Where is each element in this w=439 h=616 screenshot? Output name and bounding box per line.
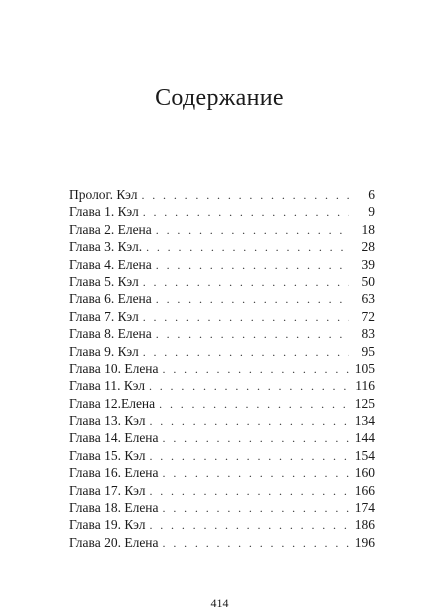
toc-entry-page: 28: [361, 239, 375, 255]
dot-leader: [163, 500, 349, 517]
dot-leader: [156, 257, 349, 274]
dot-leader: [141, 187, 349, 204]
toc-entry-page: 154: [354, 447, 375, 463]
dot-leader: [143, 344, 349, 361]
toc-entry-page: 186: [354, 517, 375, 533]
toc-entry-label: Глава 13. Кэл: [69, 413, 146, 429]
toc-entry-page: 125: [354, 395, 375, 411]
dot-leader: [163, 535, 349, 552]
toc-entry-label: Глава 14. Елена: [69, 430, 159, 446]
dot-leader: [143, 274, 349, 291]
toc-entry-page: 166: [354, 482, 375, 498]
dot-leader: [149, 517, 349, 534]
toc-entry-page: 105: [354, 360, 375, 376]
toc-entry-label: Пролог. Кэл: [69, 187, 138, 202]
table-of-contents: [69, 186, 375, 551]
toc-row[interactable]: [69, 273, 375, 290]
toc-row[interactable]: [69, 360, 375, 377]
dot-leader: [149, 413, 349, 430]
toc-entry-label: Глава 9. Кэл: [69, 343, 139, 359]
toc-entry-page: 83: [361, 326, 375, 342]
toc-entry-label: Глава 12.Елена: [69, 395, 156, 411]
toc-entry-page: 134: [354, 413, 375, 429]
page-number: 414: [210, 596, 229, 610]
toc-row[interactable]: [69, 377, 375, 394]
toc-entry-label: Глава 5. Кэл: [69, 273, 139, 289]
toc-row[interactable]: [69, 308, 375, 325]
toc-row[interactable]: [69, 429, 375, 446]
dot-leader: [156, 222, 349, 239]
toc-entry-label: Глава 4. Елена: [69, 256, 152, 272]
toc-row[interactable]: [69, 343, 375, 360]
dot-leader: [163, 430, 349, 447]
toc-row[interactable]: [69, 395, 375, 412]
toc-row[interactable]: [69, 412, 375, 429]
toc-entry-label: Глава 3. Кэл.: [69, 239, 143, 255]
toc-row[interactable]: [69, 186, 375, 203]
dot-leader: [143, 204, 349, 221]
toc-entry-page: 95: [361, 343, 375, 359]
toc-entry-page: 63: [361, 291, 375, 307]
toc-row[interactable]: [69, 482, 375, 499]
toc-entry-label: Глава 20. Елена: [69, 534, 159, 550]
toc-entry-label: Глава 7. Кэл: [69, 308, 139, 324]
toc-row[interactable]: [69, 290, 375, 307]
toc-entry-page: 39: [361, 256, 375, 272]
toc-entry-label: Глава 10. Елена: [69, 360, 159, 376]
toc-row[interactable]: [69, 221, 375, 238]
toc-entry-page: 6: [368, 187, 375, 202]
dot-leader: [149, 483, 349, 500]
toc-entry-label: Глава 18. Елена: [69, 500, 159, 516]
toc-entry-label: Глава 17. Кэл: [69, 482, 146, 498]
page-title: Содержание: [155, 85, 284, 111]
toc-entry-page: 196: [354, 534, 375, 550]
toc-row[interactable]: [69, 238, 375, 255]
toc-row[interactable]: [69, 499, 375, 516]
toc-row[interactable]: [69, 534, 375, 551]
toc-entry-label: Глава 16. Елена: [69, 465, 159, 481]
toc-entry-label: Глава 11. Кэл: [69, 378, 145, 394]
toc-entry-label: Глава 6. Елена: [69, 291, 152, 307]
toc-entry-page: 72: [361, 308, 375, 324]
toc-entry-label: Глава 2. Елена: [69, 221, 152, 237]
toc-entry-page: 50: [361, 273, 375, 289]
dot-leader: [149, 448, 349, 465]
toc-entry-label: Глава 19. Кэл: [69, 517, 146, 533]
toc-row[interactable]: [69, 203, 375, 220]
dot-leader: [146, 239, 349, 256]
toc-entry-label: Глава 8. Елена: [69, 326, 152, 342]
dot-leader: [163, 361, 349, 378]
toc-row[interactable]: [69, 516, 375, 533]
toc-entry-page: 18: [361, 221, 375, 237]
dot-leader: [163, 465, 349, 482]
toc-row[interactable]: [69, 325, 375, 342]
dot-leader: [149, 378, 349, 395]
toc-entry-label: Глава 15. Кэл: [69, 447, 146, 463]
toc-entry-page: 116: [355, 378, 375, 394]
dot-leader: [159, 396, 349, 413]
toc-entry-page: 160: [354, 465, 375, 481]
toc-entry-page: 174: [354, 500, 375, 516]
toc-entry-page: 9: [368, 204, 375, 220]
toc-entry-label: Глава 1. Кэл: [69, 204, 139, 220]
toc-row[interactable]: [69, 256, 375, 273]
toc-row[interactable]: [69, 464, 375, 481]
toc-entry-page: 144: [354, 430, 375, 446]
dot-leader: [156, 291, 349, 308]
dot-leader: [143, 309, 349, 326]
dot-leader: [156, 326, 349, 343]
toc-row[interactable]: [69, 447, 375, 464]
